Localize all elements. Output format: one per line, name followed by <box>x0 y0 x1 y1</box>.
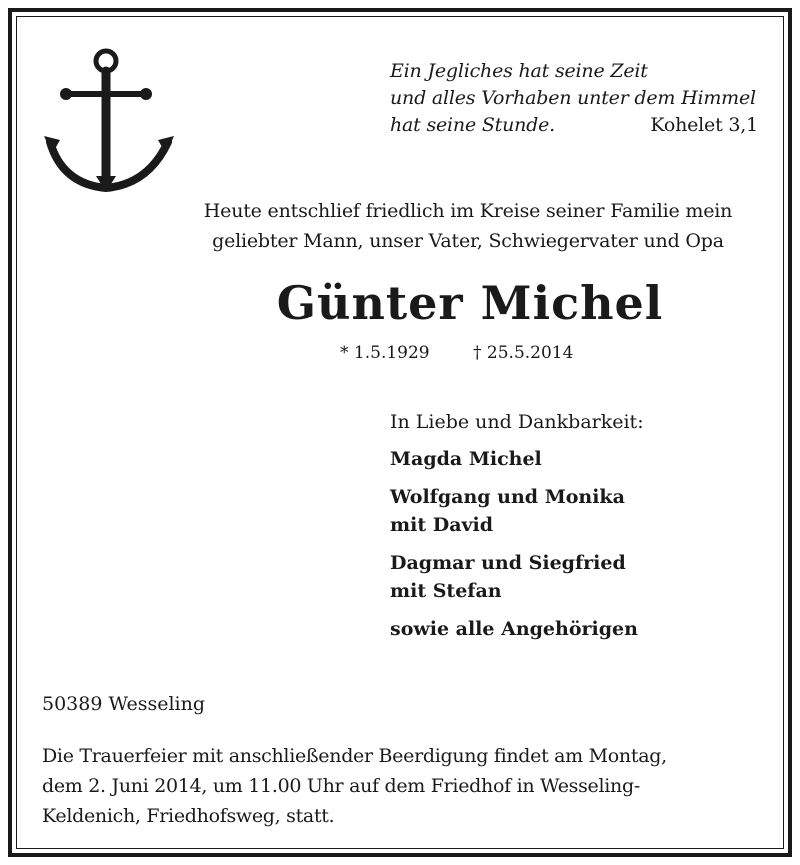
mourners-list <box>390 407 770 653</box>
mourner-entry <box>390 615 770 643</box>
mourner-line: Magda Michel <box>390 448 542 470</box>
mourner-line: Dagmar und Siegfried <box>390 552 626 574</box>
funeral-notice <box>42 741 770 831</box>
place-of-residence: 50389 Wesseling <box>42 693 206 715</box>
mourner-line: sowie alle Angehörigen <box>390 618 638 640</box>
mourner-line: mit Stefan <box>390 580 502 602</box>
notice-line: dem 2. Juni 2014, um 11.00 Uhr auf dem Friedhof in Wesseling- <box>42 775 640 797</box>
quote-line: und alles Vorhaben unter dem Himmel <box>390 87 756 109</box>
mourner-line: Wolfgang und Monika <box>390 486 625 508</box>
mourners-heading: In Liebe und Dankbarkeit: <box>390 411 644 433</box>
mourner-entry <box>390 483 770 539</box>
mourner-line: mit David <box>390 514 494 536</box>
quote-line: hat seine Stunde. <box>390 114 556 136</box>
anchor-icon <box>44 44 174 194</box>
life-dates <box>340 343 573 363</box>
intro-line: Heute entschlief friedlich im Kreise seiner Familie mein <box>203 200 733 222</box>
mourner-entry <box>390 549 770 605</box>
quote-line: Ein Jegliches hat seine Zeit <box>390 60 648 82</box>
quote-reference: Kohelet 3,1 <box>650 114 758 136</box>
mourner-entry <box>390 445 770 473</box>
death-date: † 25.5.2014 <box>473 343 574 363</box>
birth-date: * 1.5.1929 <box>340 343 430 363</box>
notice-line: Keldenich, Friedhofsweg, statt. <box>42 805 335 827</box>
intro-text <box>150 196 786 256</box>
intro-line: geliebter Mann, unser Vater, Schwiegervater und Opa <box>212 230 724 252</box>
bible-quote <box>390 58 760 139</box>
deceased-name: Günter Michel <box>276 276 664 330</box>
notice-line: Die Trauerfeier mit anschließender Beerdigung findet am Montag, <box>42 745 667 767</box>
